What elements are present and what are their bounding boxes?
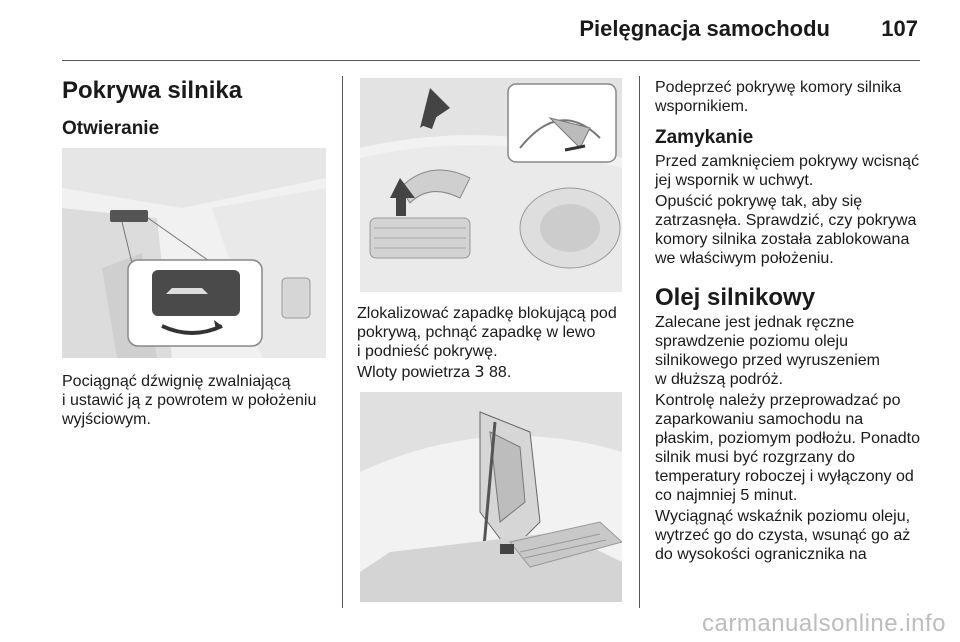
cross-reference-arrow-icon: 3 (474, 362, 485, 381)
paragraph-oil-check-conditions: Kontrolę należy przeprowadzać po zaparkowaniu samochodu na płaskim, poziomym podłożu. Ponadto silnik musi być rozgrzany do temperatury roboczej i wyłączony od co najmniej 5 minut. (655, 392, 921, 504)
header-rule (62, 60, 920, 61)
paragraph-oil-check-recommended: Zalecane jest jednak ręczne sprawdzenie poziomu oleju silnikowego przed wyruszeniem w dłuższą podróż. (655, 314, 880, 388)
figure-hood-support-rod (360, 392, 622, 602)
hood-support-rod-illustration (360, 392, 622, 602)
subheading-closing: Zamykanie (655, 127, 754, 148)
paragraph-pull-dipstick: Wyciągnąć wskaźnik poziomu oleju, wytrzeć go do czysta, wsunąć go aż do wysokości ogranicznika na (655, 508, 911, 563)
paragraph-before-closing: Przed zamknięciem pokrywy wcisnąć jej wspornik w uchwyt. (655, 153, 920, 189)
figure-hood-latch (360, 78, 622, 292)
section-heading-engine-oil: Olej silnikowy (655, 284, 816, 311)
page-number: 107 (881, 16, 918, 41)
figure-release-lever (62, 148, 326, 358)
column-separator-1 (342, 76, 343, 608)
release-lever-illustration (62, 148, 326, 358)
watermark: carmanualsonline.info (702, 610, 946, 637)
hood-latch-illustration (360, 78, 622, 292)
column-separator-2 (639, 76, 640, 608)
paragraph-locate-latch: Zlokalizować zapadkę blokującą pod pokrywą, pchnąć zapadkę w lewo i podnieść pokrywę. (357, 305, 617, 360)
page-header-title: Pielęgnacja samochodu (579, 16, 830, 41)
cross-reference-page[interactable]: 88. (489, 364, 512, 381)
paragraph-pull-lever: Pociągnąć dźwignię zwalniającą i ustawić ją z powrotem w położeniu wyjściowym. (62, 373, 317, 428)
section-heading-hood: Pokrywa silnika (62, 77, 243, 104)
paragraph-support-hood: Podeprzeć pokrywę komory silnika wspornikiem. (655, 79, 902, 115)
paragraph-lower-hood: Opuścić pokrywę tak, aby się zatrzasnęła. Sprawdzić, czy pokrywa komory silnika została zablokowana we właściwym położeniu. (655, 193, 917, 267)
subheading-opening: Otwieranie (62, 118, 160, 139)
paragraph-air-intakes: Wloty powietrza 3 88. (357, 362, 512, 381)
